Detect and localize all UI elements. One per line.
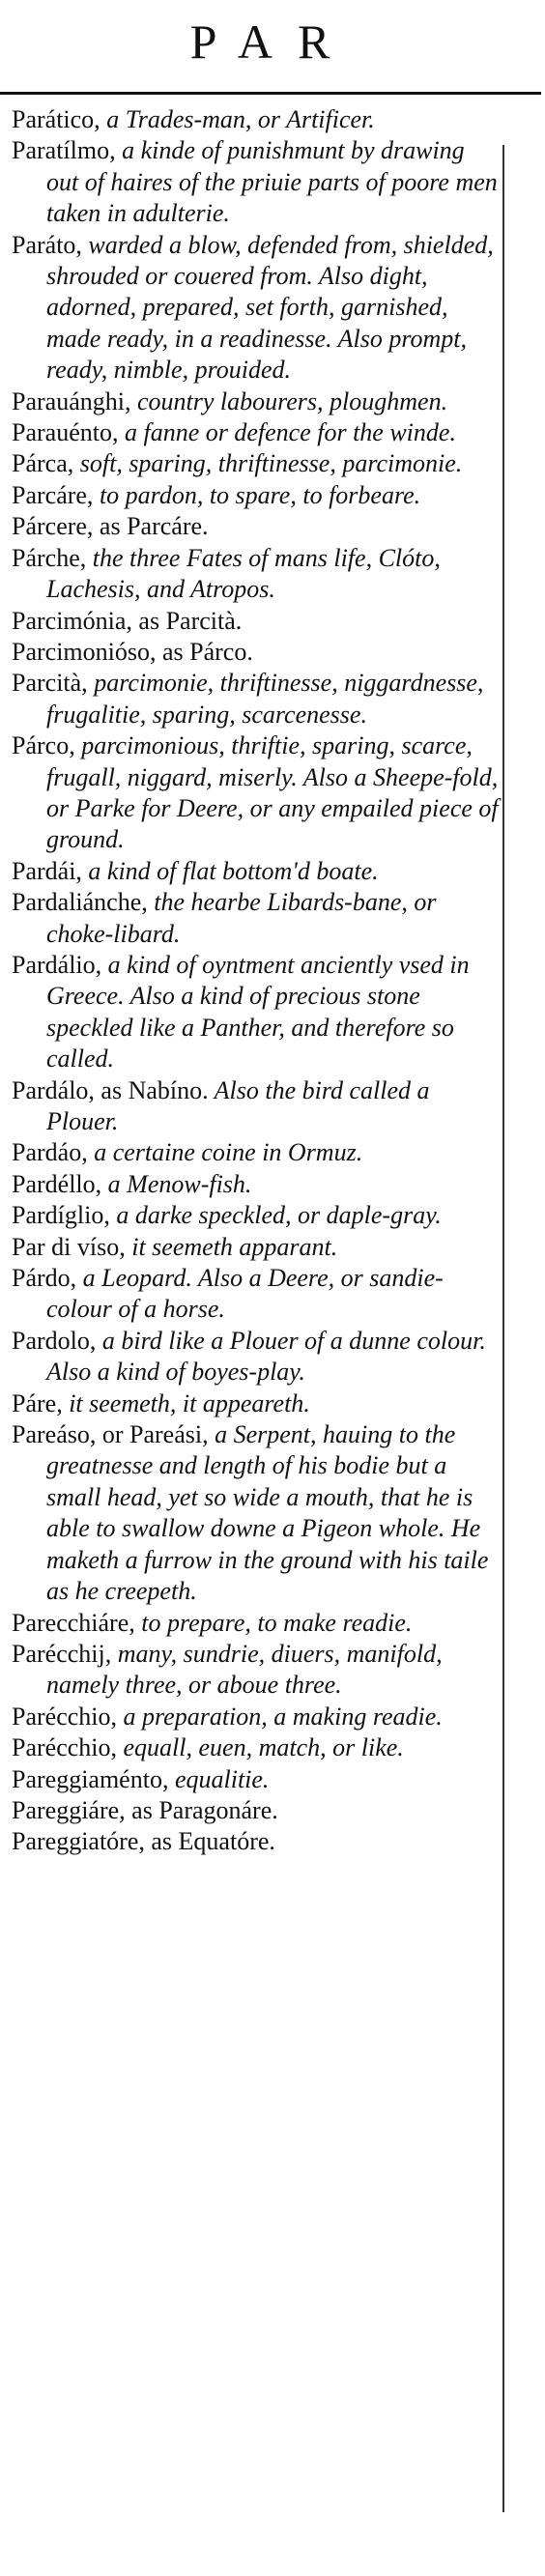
- headword: Párca,: [12, 449, 74, 478]
- dictionary-entry: [12, 950, 500, 1075]
- dictionary-entry: [12, 637, 500, 668]
- header-rule: [0, 92, 541, 95]
- headword: Párco,: [12, 731, 75, 760]
- dictionary-entry: [12, 135, 500, 229]
- headword: Pareggiaménto,: [12, 1764, 169, 1793]
- headword: Párdo,: [12, 1264, 77, 1293]
- dictionary-entry: [12, 511, 500, 542]
- dictionary-entry: [12, 1639, 500, 1702]
- headword: Paratílmo,: [12, 136, 116, 165]
- dictionary-entry: [12, 1388, 500, 1419]
- dictionary-column: [12, 104, 500, 1858]
- page-header: [0, 0, 545, 83]
- definition: it seemeth apparant.: [125, 1232, 338, 1261]
- definition: Also the bird called a Plouer.: [46, 1075, 430, 1135]
- dictionary-entry: [12, 1826, 500, 1857]
- dictionary-entry: [12, 887, 500, 950]
- column-rule: [502, 145, 504, 2512]
- definition: the three Fates of mans life, Clóto, Lachesis, and Atropos.: [46, 543, 441, 604]
- headword: Pardolo,: [12, 1326, 97, 1355]
- headword: Pareggiáre, as Paragonáre.: [12, 1795, 278, 1824]
- headword: Pareggiatóre, as Equatóre.: [12, 1827, 275, 1856]
- definition: to pardon, to spare, to forbeare.: [93, 480, 421, 509]
- dictionary-entry: [12, 417, 500, 448]
- dictionary-entry: [12, 1795, 500, 1826]
- headword: Pardaliánche,: [12, 888, 148, 917]
- dictionary-entry: [12, 1419, 500, 1607]
- dictionary-entry: [12, 386, 500, 417]
- headword: Pardáo,: [12, 1138, 88, 1167]
- headword: Pardálo, as Nabíno.: [12, 1075, 209, 1104]
- definition: warded a blow, defended from, shielded, shrouded or couered from. Also dight, adorned, prepared, set forth, garnished, made ready, in a readinesse. Also prompt, ready, nimble, prouided.: [46, 230, 494, 385]
- headword: Pardíglio,: [12, 1201, 110, 1230]
- headword: Parático,: [12, 105, 100, 133]
- definition: a fanne or defence for the winde.: [118, 418, 456, 447]
- dictionary-entry: [12, 730, 500, 856]
- headword: Parcimonióso, as Párco.: [12, 637, 253, 666]
- definition: a darke speckled, or daple-gray.: [109, 1201, 442, 1230]
- definition: a kind of flat bottom'd boate.: [81, 856, 379, 885]
- definition: to prepare, to make readie.: [134, 1608, 413, 1637]
- headword: Pareáso, or Pareási,: [12, 1420, 209, 1449]
- definition: country labourers, ploughmen.: [130, 386, 448, 415]
- dictionary-entry: [12, 1702, 500, 1732]
- headword: Parécchio,: [12, 1733, 118, 1762]
- headword: Páre,: [12, 1388, 63, 1417]
- headword: Párcere, as Parcáre.: [12, 512, 209, 541]
- headword: Parécchij,: [12, 1639, 112, 1668]
- headword: Parauénto,: [12, 418, 119, 447]
- dictionary-entry: [12, 543, 500, 606]
- dictionary-entry: [12, 1326, 500, 1388]
- dictionary-entry: [12, 1200, 500, 1231]
- page-title: PAR: [189, 14, 356, 69]
- dictionary-entry: [12, 1732, 500, 1763]
- headword: Pardái,: [12, 856, 82, 885]
- dictionary-entry: [12, 606, 500, 637]
- definition: a preparation, a making readie.: [117, 1702, 443, 1731]
- dictionary-entry: [12, 448, 500, 479]
- definition: a Serpent, hauing to the greatnesse and length of his bodie but a small head, yet so wide a mouth, that he is able to swallow downe a Pigeon whole. He maketh a furrow in the ground with his taile as he creepeth.: [46, 1420, 489, 1606]
- headword: Par di víso,: [12, 1232, 126, 1261]
- definition: a Trades-man, or Artificer.: [100, 105, 375, 133]
- definition: it seemeth, it appeareth.: [62, 1388, 310, 1417]
- dictionary-entry: [12, 230, 500, 386]
- dictionary-entry: [12, 1137, 500, 1168]
- headword: Parauánghi,: [12, 386, 131, 415]
- headword: Pardéllo,: [12, 1169, 102, 1198]
- definition: equall, euen, match, or like.: [117, 1733, 404, 1762]
- definition: soft, sparing, thriftinesse, parcimonie.: [73, 449, 463, 478]
- headword: Parecchiáre,: [12, 1608, 135, 1637]
- headword: Párche,: [12, 543, 87, 572]
- dictionary-entry: [12, 1169, 500, 1200]
- definition: many, sundrie, diuers, manifold, namely three, or aboue three.: [46, 1639, 443, 1700]
- dictionary-entry: [12, 668, 500, 730]
- dictionary-entry: [12, 1764, 500, 1795]
- definition: a Menow-fish.: [101, 1169, 252, 1198]
- definition: a Leopard. Also a Deere, or sandie-colour of a horse.: [46, 1264, 444, 1324]
- headword: Parcáre,: [12, 480, 94, 509]
- headword: Parcità,: [12, 669, 88, 698]
- dictionary-entry: [12, 104, 500, 135]
- definition: a kind of oyntment anciently vsed in Greece. Also a kind of precious stone speckled like a Panther, and therefore so called.: [46, 950, 470, 1073]
- definition: a bird like a Plouer of a dunne colour. Also a kind of boyes-play.: [46, 1326, 486, 1387]
- dictionary-entry: [12, 1608, 500, 1639]
- dictionary-entry: [12, 856, 500, 887]
- definition: parcimonie, thriftinesse, niggardnesse, frugalitie, sparing, scarcenesse.: [46, 669, 484, 729]
- dictionary-entry: [12, 1075, 500, 1138]
- headword: Parcimónia, as Parcità.: [12, 606, 243, 635]
- definition: parcimonious, thriftie, sparing, scarce, frugall, niggard, miserly. Also a Sheepe-fold, or Parke for Deere, or any empailed piece of ground.: [46, 731, 499, 854]
- definition: the hearbe Libards-bane, or choke-libard.: [46, 888, 437, 948]
- dictionary-entry: [12, 1263, 500, 1326]
- headword: Parécchio,: [12, 1702, 118, 1731]
- headword: Paráto,: [12, 230, 82, 259]
- definition: a certaine coine in Ormuz.: [87, 1138, 363, 1167]
- dictionary-entry: [12, 480, 500, 511]
- headword: Pardálio,: [12, 950, 102, 979]
- definition: a kinde of punishmunt by drawing out of haires of the priuie parts of poore men taken in adulterie.: [46, 136, 498, 228]
- definition: equalitie.: [168, 1764, 270, 1793]
- dictionary-entry: [12, 1232, 500, 1263]
